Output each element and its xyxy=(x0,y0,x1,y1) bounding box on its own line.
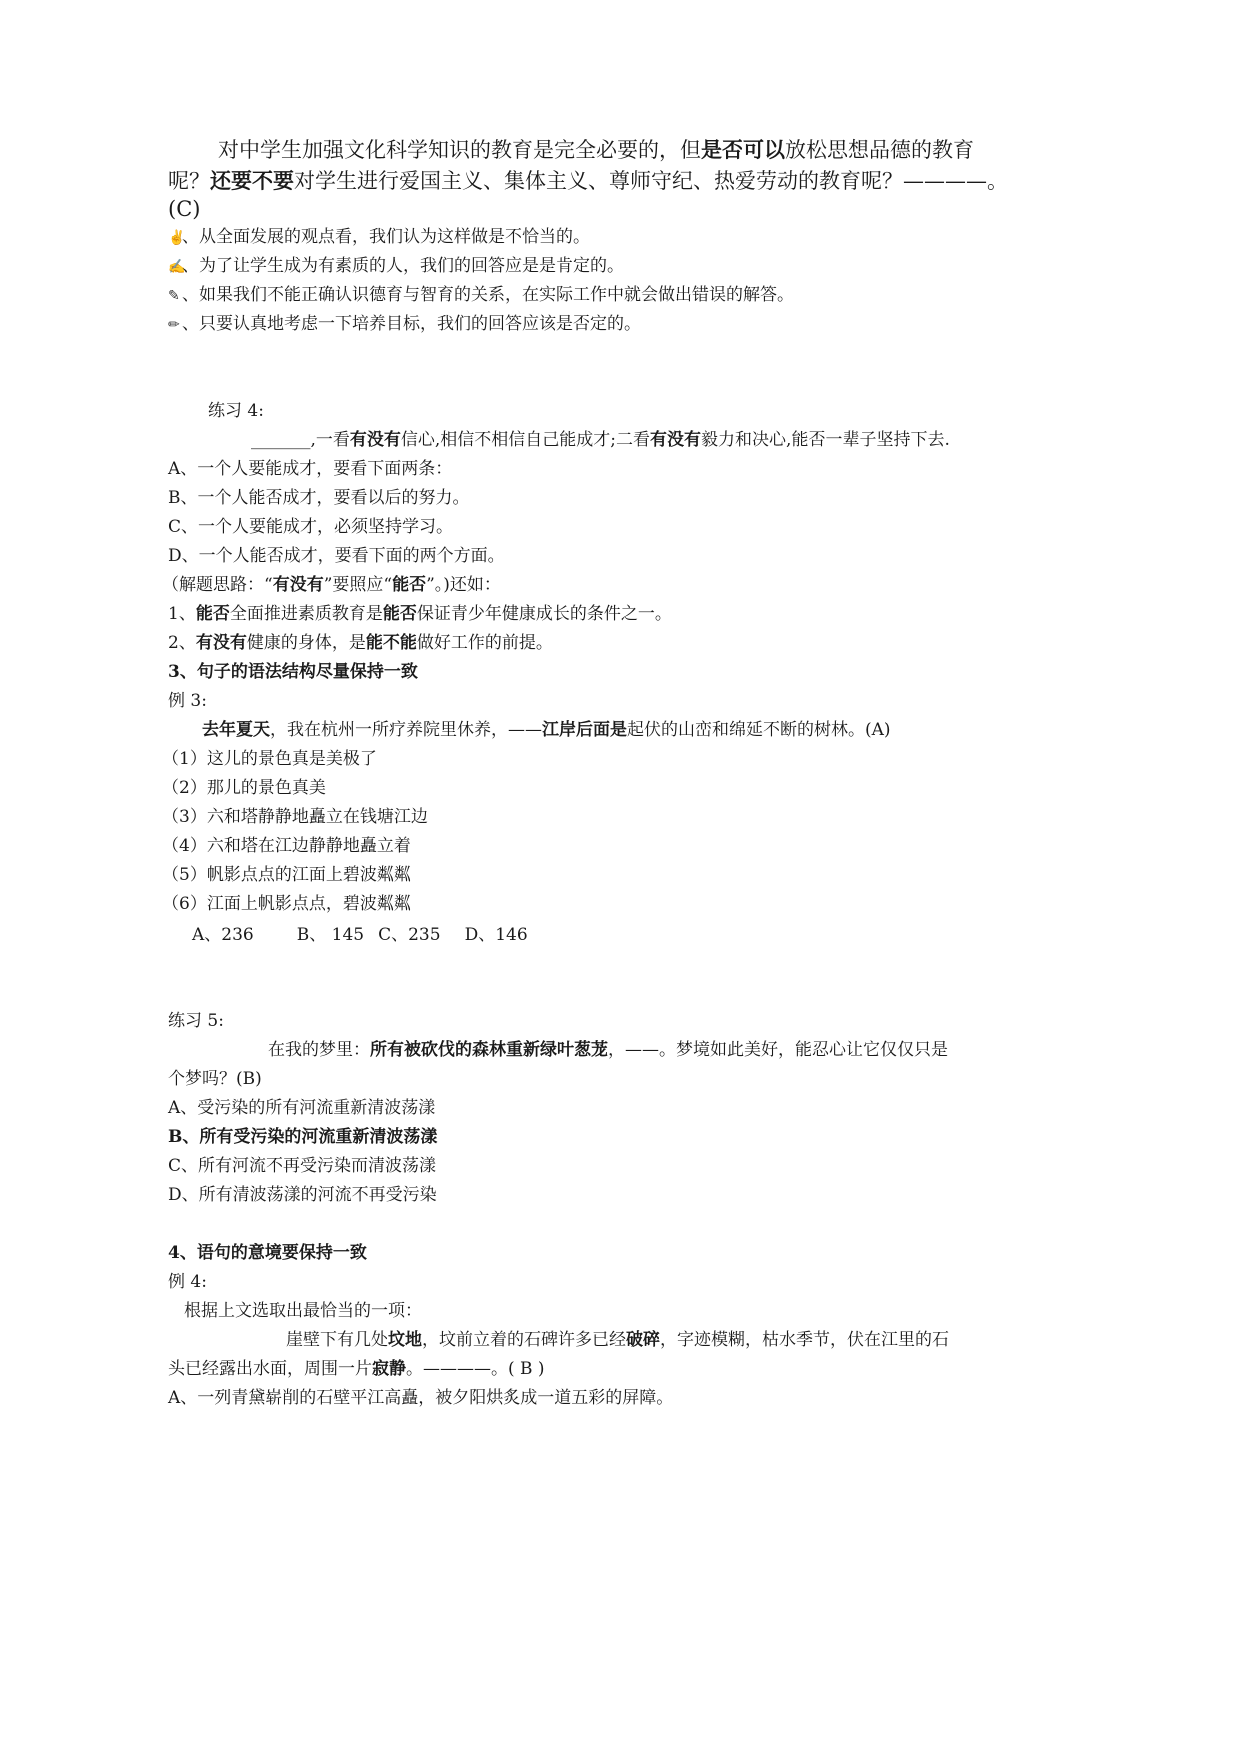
text: 起伏的山峦和绵延不断的树林。(A) xyxy=(627,720,891,740)
pencil-icon: ✏ xyxy=(168,317,180,333)
exercise-4-title: 练习 4: xyxy=(208,401,264,421)
section-4-option-a: A、一列青黛崭削的石壁平江高矗，被夕阳烘炙成一道五彩的屏障。 xyxy=(168,1388,674,1408)
text: 。————。( B ) xyxy=(406,1359,545,1379)
option-line-4 xyxy=(168,316,641,333)
bold-text: 能否 xyxy=(392,575,427,595)
question-answer: (C) xyxy=(168,197,201,221)
exercise-5-option-b: B、所有受污染的河流重新清波荡漾 xyxy=(168,1127,438,1147)
text: 2、 xyxy=(168,633,196,653)
text: ，字迹模糊，枯水季节，伏在江里的石 xyxy=(660,1330,949,1350)
bold-text: 江岸后面是 xyxy=(542,720,627,740)
choice-c: C、235 xyxy=(378,925,441,945)
exercise-4-example-2 xyxy=(168,635,553,652)
option-text: 、从全面发展的观点看，我们认为这样做是不恰当的。 xyxy=(182,227,590,247)
section-3-heading xyxy=(168,664,418,681)
option-text: 、如果我们不能正确认识德育与智育的关系，在实际工作中就会做出错误的解答。 xyxy=(182,285,794,305)
text: 保证青少年健康成长的条件之一。 xyxy=(416,604,672,624)
bold-text: 能否 xyxy=(382,604,417,624)
exercise-4-option-b: B、一个人能否成才，要看以后的努力。 xyxy=(168,488,470,508)
text: 在我的梦里： xyxy=(268,1040,370,1060)
section-4-example-label: 例 4: xyxy=(168,1272,207,1292)
section-4-passage-2 xyxy=(168,1361,545,1378)
bold-text: 有没有 xyxy=(349,430,401,450)
bold-text: 能否 xyxy=(195,604,230,624)
text: （解题思路：“ xyxy=(162,575,273,595)
bold-text: 寂静 xyxy=(372,1359,406,1379)
exercise-4-hint xyxy=(162,577,501,594)
option-line-3 xyxy=(168,287,794,304)
choice-a: A、236 xyxy=(192,925,254,945)
bold-text: 还要不要 xyxy=(210,168,294,193)
section-3-item-2: （2）那儿的景色真美 xyxy=(162,778,326,798)
bold-text: 有没有 xyxy=(195,633,247,653)
section-3-example-label: 例 3: xyxy=(168,691,207,711)
text: 对学生进行爱国主义、集体主义、尊师守纪、热爱劳动的教育呢？————。 xyxy=(294,169,1008,193)
exercise-5-sentence-1 xyxy=(268,1042,948,1059)
text: 头已经露出水面，周围一片 xyxy=(168,1359,372,1379)
text: 做好工作的前提。 xyxy=(416,633,553,653)
section-4-intro: 根据上文选取出最恰当的一项： xyxy=(184,1301,422,1321)
bold-text: 有没有 xyxy=(272,575,324,595)
text: _______,一看 xyxy=(251,430,350,450)
option-text: 、只要认真地考虑一下培养目标，我们的回答应该是否定的。 xyxy=(182,314,641,334)
text: ，——。梦境如此美好，能忍心让它仅仅只是 xyxy=(608,1040,948,1060)
section-4-heading xyxy=(168,1245,367,1262)
option-line-1 xyxy=(168,229,590,246)
text: ，坟前立着的石碑许多已经 xyxy=(422,1330,626,1350)
pencil-icon: ✎ xyxy=(168,288,180,304)
bold-text: 破碎 xyxy=(626,1330,660,1350)
text: 信心,相信不相信自己能成才;二看 xyxy=(400,430,651,450)
text: 崖壁下有几处 xyxy=(286,1330,388,1350)
section-4-passage-1 xyxy=(286,1332,949,1349)
section-3-choices xyxy=(192,927,528,944)
exercise-5-option-d: D、所有清波荡漾的河流不再受污染 xyxy=(168,1185,437,1205)
exercise-4-option-d: D、一个人能否成才，要看下面的两个方面。 xyxy=(168,546,505,566)
text: ”要照应“ xyxy=(323,575,393,595)
section-3-item-1: （1）这儿的景色真是美极了 xyxy=(162,749,377,769)
exercise-5-title: 练习 5: xyxy=(168,1011,224,1031)
section-3-item-4: （4）六和塔在江边静静地矗立着 xyxy=(162,836,411,856)
bold-text: 坟地 xyxy=(388,1330,422,1350)
hand-victory-icon: ✌ xyxy=(168,230,186,246)
text: 对中学生加强文化科学知识的教育是完全必要的，但 xyxy=(218,138,701,162)
bold-text: 所有被砍伐的森林重新绿叶葱茏 xyxy=(370,1040,608,1060)
section-3-sentence xyxy=(202,722,891,739)
text: 1、 xyxy=(168,604,196,624)
text: 呢？ xyxy=(168,169,210,193)
bold-text: 有没有 xyxy=(650,430,702,450)
text: 全面推进素质教育是 xyxy=(229,604,383,624)
choice-d: D、146 xyxy=(464,925,528,945)
option-text: 、为了让学生成为有素质的人，我们的回答应是是肯定的。 xyxy=(182,256,624,276)
exercise-5-option-c: C、所有河流不再受污染而清波荡漾 xyxy=(168,1156,437,1176)
question-line-2 xyxy=(168,170,1008,192)
exercise-5-sentence-2: 个梦吗？(B) xyxy=(168,1069,262,1089)
text: 放松思想品德的教育 xyxy=(785,138,974,162)
text: ，我在杭州一所疗养院里休养，—— xyxy=(270,720,542,740)
choice-b: B、 145 xyxy=(296,925,365,945)
text: 健康的身体，是 xyxy=(246,633,366,653)
exercise-4-option-a: A、一个人要能成才，要看下面两条： xyxy=(168,459,453,479)
bold-text: 3、句子的语法结构尽量保持一致 xyxy=(168,662,418,682)
question-line-1 xyxy=(218,139,974,161)
text: 毅力和决心,能否一辈子坚持下去. xyxy=(701,430,950,450)
section-3-item-6: （6）江面上帆影点点，碧波粼粼 xyxy=(162,894,411,914)
exercise-4-option-c: C、一个人要能成才，必须坚持学习。 xyxy=(168,517,454,537)
exercise-5-option-a: A、受污染的所有河流重新清波荡漾 xyxy=(168,1098,436,1118)
exercise-4-sentence xyxy=(251,432,950,449)
exercise-4-example-1 xyxy=(168,606,672,623)
text: ”。)还如： xyxy=(426,575,501,595)
option-line-2 xyxy=(168,258,624,275)
section-3-item-5: （5）帆影点点的江面上碧波粼粼 xyxy=(162,865,411,885)
bold-text: 是否可以 xyxy=(701,137,785,162)
section-3-item-3: （3）六和塔静静地矗立在钱塘江边 xyxy=(162,807,428,827)
writing-hand-icon: ✍ xyxy=(168,259,186,275)
bold-text: 4、语句的意境要保持一致 xyxy=(168,1243,367,1263)
bold-text: 去年夏天 xyxy=(202,720,270,740)
bold-text: 能不能 xyxy=(365,633,417,653)
